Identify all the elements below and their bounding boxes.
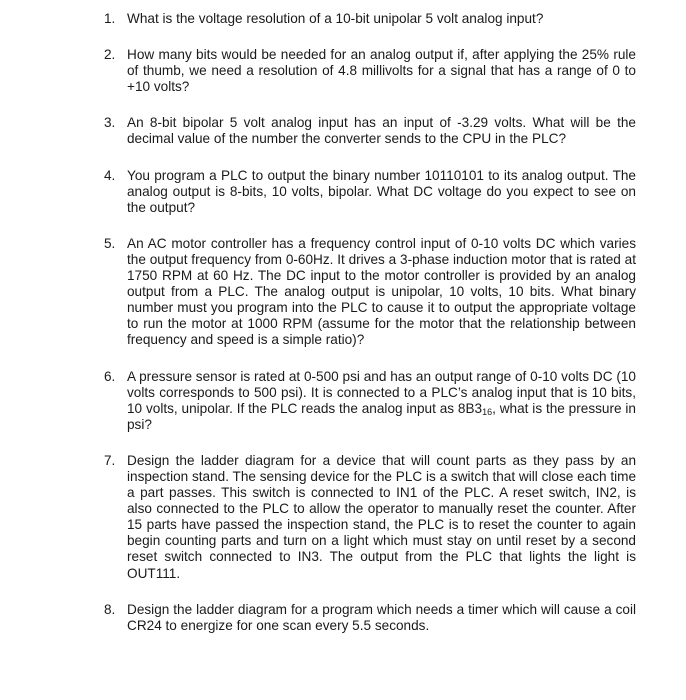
- question-8: [104, 602, 636, 634]
- question-number: 2.: [104, 47, 116, 63]
- question-4: [104, 168, 636, 216]
- question-7: [104, 453, 636, 582]
- question-text-part: A pressure sensor is rated at 0-500 psi and has an output range of 0-10 volts DC (10 volts corresponds to 500 psi). It is connected to a PLC’s analog input that is 10 bits, 10 volts, unipolar. If the PLC reads the analog input as 8B3: [127, 368, 636, 416]
- question-number: 3.: [104, 115, 116, 131]
- question-text-part: , what is the pressure in psi?: [127, 400, 636, 432]
- question-number: 5.: [104, 235, 116, 251]
- question-text: Design the ladder diagram for a device that will count parts as they pass by an inspection stand. The sensing device for the PLC is a switch that will close each time a part passes. This switch is connected to IN1 of the PLC. A reset switch, IN2, is also connected to the PLC to allow the operator to manually reset the counter. After 15 parts have passed the inspection stand, the PLC is to reset the counter to again begin counting parts and turn on a light which must stay on until reset by a second reset switch connected to IN3. The output from the PLC that lights the light is OUT111.: [127, 452, 637, 581]
- question-text: An AC motor controller has a frequency control input of 0-10 volts DC which varies the output frequency from 0-60Hz. It drives a 3-phase induction motor that is rated at 1750 RPM at 60 Hz. The DC input to the motor controller is provided by an analog output from a PLC. The analog output is unipolar, 10 volts, 10 bits. What binary number must you program into the PLC to cause it to output the appropriate voltage to run the motor at 1000 RPM (assume for the motor that the relationship between frequency and speed is a simple ratio)?: [127, 235, 636, 348]
- question-number: 4.: [104, 167, 116, 183]
- question-number: 6.: [104, 368, 116, 384]
- question-text: What is the voltage resolution of a 10-bit unipolar 5 volt analog input?: [127, 11, 544, 26]
- question-text: [127, 369, 636, 433]
- question-text: Design the ladder diagram for a program which needs a timer which will cause a coil CR24 to energize for one scan every 5.5 seconds.: [127, 601, 636, 633]
- question-list: [104, 11, 636, 634]
- question-text: How many bits would be needed for an analog output if, after applying the 25% rule of thumb, we need a resolution of 4.8 millivolts for a signal that has a range of 0 to +10 volts?: [127, 47, 636, 95]
- question-number: 8.: [104, 601, 116, 617]
- question-text: You program a PLC to output the binary number 10110101 to its analog output. The analog output is 8-bits, 10 volts, bipolar. What DC voltage do you expect to see on the output?: [127, 167, 636, 215]
- question-number: 7.: [104, 452, 116, 468]
- question-2: [104, 47, 636, 95]
- hex-subscript: 16: [482, 406, 493, 417]
- question-5: [104, 236, 636, 349]
- question-number: 1.: [104, 11, 116, 26]
- question-3: [104, 115, 636, 147]
- question-text: An 8-bit bipolar 5 volt analog input has an input of -3.29 volts. What will be the decimal value of the number the converter sends to the CPU in the PLC?: [127, 115, 636, 147]
- question-6: [104, 369, 636, 433]
- question-1: [104, 11, 636, 27]
